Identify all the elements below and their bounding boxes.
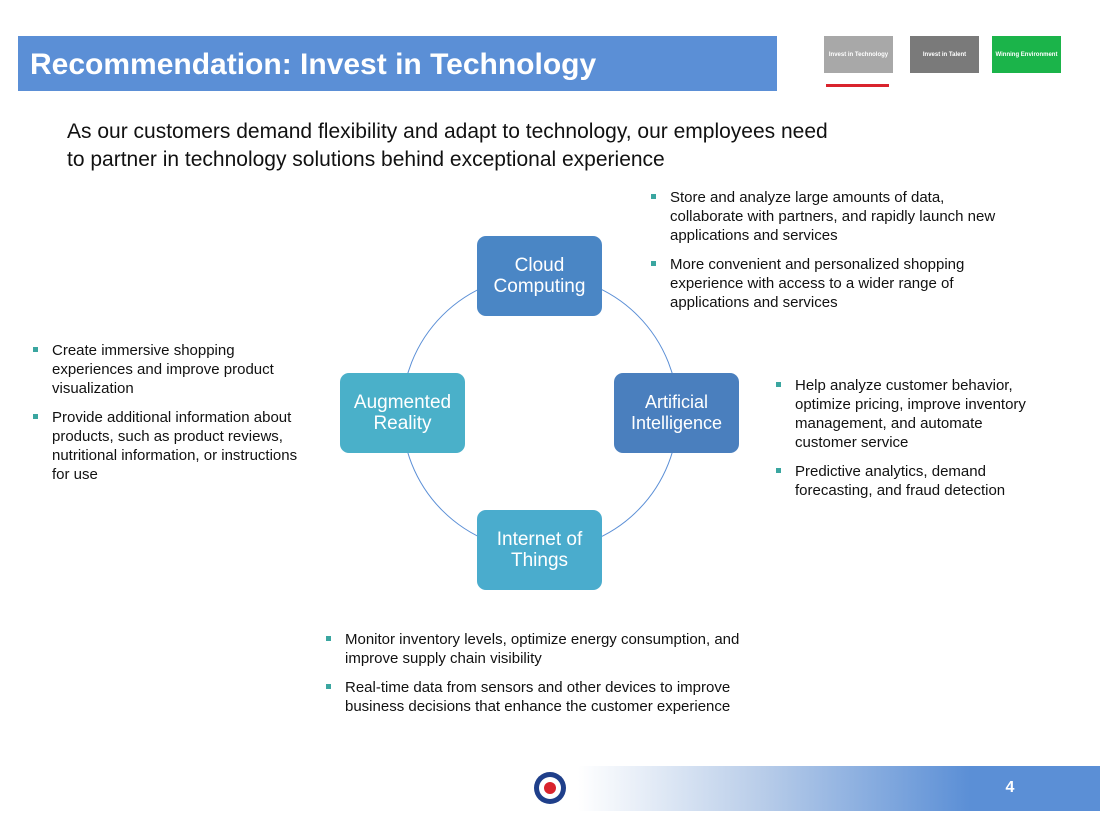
ai-bullet-list — [775, 376, 1026, 510]
tab-winning-environment[interactable]: Winning Environment — [992, 36, 1061, 73]
bullet-item — [325, 630, 739, 668]
bullet-line: More convenient and personalized shopping — [670, 256, 965, 273]
bullet-line: improve supply chain visibility — [345, 650, 542, 667]
bullet-line: experiences and improve product — [52, 361, 274, 378]
bullet-line: Help analyze customer behavior, — [795, 377, 1013, 394]
node-label-line: Reality — [373, 413, 432, 434]
bullet-line: Create immersive shopping — [52, 342, 235, 359]
bullet-line: Store and analyze large amounts of data, — [670, 189, 945, 206]
page-title: Recommendation: Invest in Technology — [30, 48, 597, 81]
subtitle-line: As our customers demand flexibility and adapt to technology, our employees need — [67, 120, 828, 143]
bullet-line: Provide additional information about — [52, 409, 292, 426]
node-label-line: Intelligence — [630, 413, 723, 433]
bullet-line: applications and services — [670, 227, 838, 244]
bullet-line: Predictive analytics, demand — [795, 463, 986, 480]
roundel-logo-icon — [533, 771, 567, 805]
node-cloud-computing[interactable] — [477, 236, 602, 316]
bullet-item — [650, 255, 995, 312]
tab-invest-in-talent[interactable]: Invest in Talent — [910, 36, 979, 73]
node-internet-of-things[interactable] — [477, 510, 602, 590]
bullet-item — [775, 376, 1026, 452]
node-label-line: Artificial — [644, 392, 708, 412]
node-artificial-intelligence[interactable] — [614, 373, 739, 453]
bullet-line: optimize pricing, improve inventory — [795, 396, 1026, 413]
footer-bar — [578, 766, 1100, 811]
bullet-line: forecasting, and fraud detection — [795, 482, 1006, 499]
bullet-line: Real-time data from sensors and other devices to improve — [345, 679, 731, 696]
node-label-line: Things — [510, 550, 569, 571]
bullet-line: visualization — [52, 380, 134, 397]
bullet-line: experience with access to a wider range of — [670, 275, 954, 292]
node-label-line: Cloud — [514, 255, 565, 276]
bullet-line: customer service — [795, 434, 909, 451]
bullet-line: applications and services — [670, 294, 838, 311]
subtitle-line: to partner in technology solutions behind exceptional experience — [67, 148, 665, 171]
bullet-line: collaborate with partners, and rapidly launch new — [670, 208, 996, 225]
page-number: 4 — [1005, 779, 1015, 796]
bullet-line: for use — [52, 466, 98, 483]
node-augmented-reality[interactable] — [340, 373, 465, 453]
bullet-item — [32, 408, 297, 484]
bullet-item — [32, 341, 297, 398]
bullet-line: products, such as product reviews, — [52, 428, 283, 445]
bullet-item — [325, 678, 739, 716]
ar-bullet-list — [32, 341, 297, 494]
bullet-item — [650, 188, 995, 245]
node-label-line: Internet of — [496, 529, 583, 550]
node-label-line: Computing — [493, 276, 586, 297]
bullet-line: Monitor inventory levels, optimize energy consumption, and — [345, 631, 740, 648]
bullet-line: nutritional information, or instructions — [52, 447, 298, 464]
cloud-bullet-list — [650, 188, 995, 322]
node-label-line: Augmented — [353, 392, 452, 413]
tab-invest-in-technology[interactable]: Invest in Technology — [824, 36, 893, 73]
bullet-item — [775, 462, 1026, 500]
bullet-line: business decisions that enhance the customer experience — [345, 698, 731, 715]
bullet-line: management, and automate — [795, 415, 983, 432]
iot-bullet-list — [325, 630, 739, 726]
